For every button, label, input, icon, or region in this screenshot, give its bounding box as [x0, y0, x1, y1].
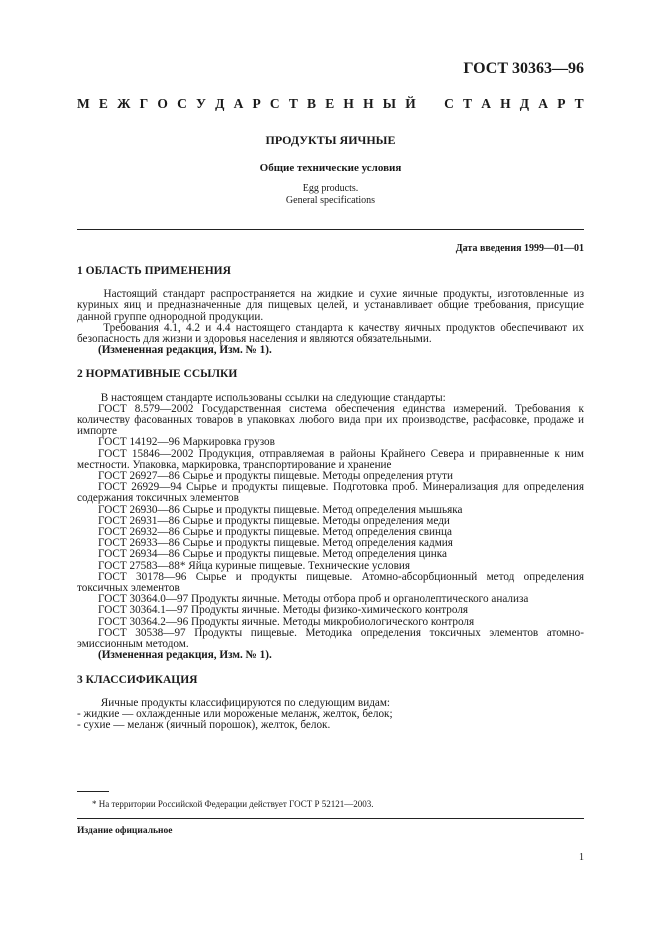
footer-divider: [77, 818, 584, 819]
reference-item: ГОСТ 15846—2002 Продукция, отправляемая в районы Крайнего Севера и приравненные к ним местности. Упаковка, маркировка, транспортирование и хранение: [77, 447, 584, 471]
reference-item: ГОСТ 8.579—2002 Государственная система обеспечения единства измерений. Требования к количеству фасованных товаров в упаковках любого вида при их производстве, расфасовке, продаже и импорте: [77, 402, 584, 438]
footnote: * На территории Российской Федерации действует ГОСТ Р 52121—2003.: [92, 799, 374, 809]
heading-letter: Ж: [117, 96, 131, 111]
section-2-change-note: (Измененная редакция, Изм. № 1).: [98, 649, 272, 662]
reference-item: ГОСТ 30178—96 Сырье и продукты пищевые. Атомно-абсорбционный метод определения токсичных элементов: [77, 570, 584, 595]
document-body: [77, 262, 584, 731]
header-divider: [77, 229, 584, 230]
heading-letter: Ы: [382, 96, 397, 111]
classification-item: - сухие — меланж (яичный порошок), желток, белок.: [77, 719, 331, 732]
english-title-line-2: General specifications: [285, 195, 376, 206]
heading-letter: Д: [215, 96, 225, 111]
section-3-heading: 3 КЛАССИФИКАЦИЯ: [77, 673, 198, 686]
english-title-line-1: Egg products.: [302, 183, 359, 194]
reference-item: ГОСТ 14192—96 Маркировка грузов: [98, 436, 275, 449]
section-2-intro: В настоящем стандарте использованы ссылки на следующие стандарты:: [100, 391, 446, 404]
heading-letter: Т: [574, 96, 584, 111]
document-title: ПРОДУКТЫ ЯИЧНЫЕ: [265, 133, 396, 147]
heading-letter: Н: [343, 96, 354, 111]
footnote-divider: [77, 791, 109, 792]
classification-item: - жидкие — охлажденные или мороженые меланж, желток, белок;: [77, 707, 393, 720]
heading-letter: Р: [252, 96, 261, 111]
heading-letter: В: [307, 96, 317, 111]
normative-references-list: [77, 404, 584, 650]
gost-code: ГОСТ 30363—96: [463, 60, 584, 77]
heading-letter: О: [157, 96, 168, 111]
heading-letter: Г: [139, 96, 149, 111]
official-edition-label: Издание официальное: [77, 826, 173, 836]
heading-letter: А: [233, 96, 244, 111]
document-subtitle: Общие технические условия: [259, 162, 402, 174]
reference-item: ГОСТ 26933—86 Сырье и продукты пищевые. Метод определения кадмия: [98, 537, 453, 550]
heading-letter: Т: [288, 96, 298, 111]
section-1-heading: 1 ОБЛАСТЬ ПРИМЕНЕНИЯ: [77, 265, 231, 277]
heading-letter: М: [77, 96, 90, 111]
heading-letter: С: [177, 96, 187, 111]
english-title: [0, 183, 661, 207]
heading-letter: Н: [363, 96, 374, 111]
reference-item: ГОСТ 30364.0—97 Продукты яичные. Методы отбора проб и органолептического анализа: [98, 593, 529, 606]
heading-letter: Р: [557, 96, 566, 111]
heading-letter: С: [444, 96, 454, 111]
reference-item: ГОСТ 26929—94 Сырье и продукты пищевые. Подготовка проб. Минерализация для определения содержания токсичных элементов: [77, 481, 584, 505]
heading-letter: Н: [500, 96, 511, 111]
heading-letter: Й: [405, 96, 416, 111]
heading-gap: [425, 96, 435, 112]
section-3-intro: Яичные продукты классифицируются по следующим видам:: [100, 696, 391, 709]
reference-item: ГОСТ 26932—86 Сырье и продукты пищевые. Метод определения свинца: [98, 526, 452, 539]
heading-letter: У: [196, 96, 206, 111]
heading-letter: С: [269, 96, 280, 111]
interstate-standard-heading: [77, 96, 584, 112]
section-2-heading: 2 НОРМАТИВНЫЕ ССЫЛКИ: [77, 368, 238, 381]
heading-letter: Е: [98, 96, 108, 111]
reference-item: ГОСТ 30538—97 Продукты пищевые. Методика определения токсичных элементов атомно-эмиссионным методом.: [77, 626, 584, 651]
reference-item: ГОСТ 26931—86 Сырье и продукты пищевые. Методы определения меди: [98, 514, 450, 527]
reference-item: ГОСТ 26930—86 Сырье и продукты пищевые. Метод определения мышьяка: [98, 503, 463, 516]
heading-letter: Т: [463, 96, 473, 111]
heading-letter: А: [481, 96, 491, 111]
reference-item: ГОСТ 27583—88* Яйца куриные пищевые. Технические условия: [98, 559, 411, 572]
reference-item: ГОСТ 26927—86 Сырье и продукты пищевые. Методы определения ртути: [98, 470, 453, 483]
reference-item: ГОСТ 26934—86 Сырье и продукты пищевые. Метод определения цинка: [98, 548, 447, 561]
section-1-change-note: (Измененная редакция, Изм. № 1).: [98, 344, 272, 357]
section-1-paragraph-1: Настоящий стандарт распространяется на жидкие и сухие яичные продукты, изготовленные из куриных яиц и предназначенные для пищевых целей, и устанавливает общие требования, присущие данной группе однородной продукции.: [77, 288, 584, 323]
reference-item: ГОСТ 30364.1—97 Продукты яичные. Методы физико-химического контроля: [98, 604, 469, 617]
introduction-date: Дата введения 1999—01—01: [455, 243, 584, 254]
page-number: 1: [579, 852, 584, 863]
section-1-paragraph-2: Требования 4.1, 4.2 и 4.4 настоящего стандарта к качеству яичных продуктов обеспечивают их безопасность для жизни и здоровья населения и являются обязательными.: [77, 321, 585, 346]
reference-item: ГОСТ 30364.2—96 Продукты яичные. Методы микробиологического контроля: [98, 615, 475, 628]
heading-letter: Е: [325, 96, 335, 111]
heading-letter: А: [538, 96, 549, 111]
heading-letter: Д: [519, 96, 530, 111]
